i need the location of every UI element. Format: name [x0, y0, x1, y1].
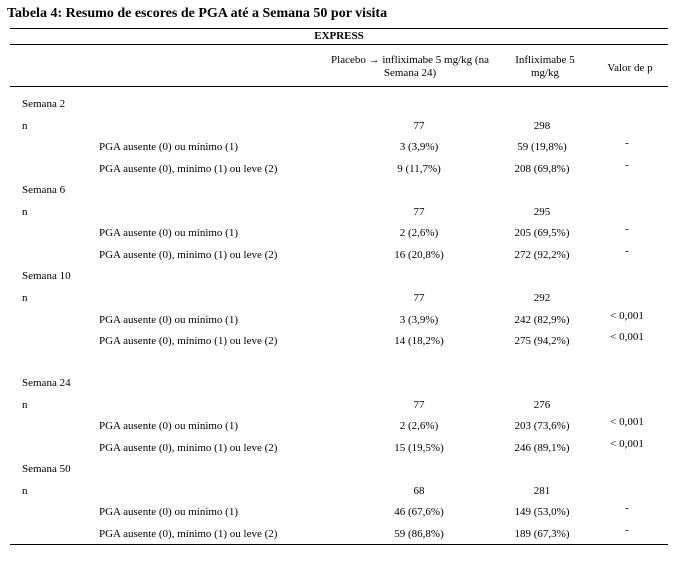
placebo-value: 16 (20,8%) — [394, 249, 444, 261]
placebo-value: 59 (86,8%) — [394, 528, 444, 540]
p-value: < 0,001 — [610, 438, 644, 450]
table-title: Tabela 4: Resumo de escores de PGA até a Semana 50 por visita — [7, 6, 388, 21]
placebo-value: 3 (3,9%) — [399, 314, 439, 326]
pvalue-column-header: Valor de p — [607, 62, 653, 74]
n-label: n — [22, 485, 28, 497]
study-header: EXPRESS — [314, 30, 364, 42]
n-label: n — [22, 292, 28, 304]
row-label: PGA ausente (0) ou mínimo (1) — [99, 420, 239, 432]
n-infliximab: 295 — [533, 206, 551, 218]
p-value: - — [625, 524, 629, 536]
placebo-column-header: Placebo → infliximabe 5 mg/kg (na Semana 24) — [331, 54, 489, 79]
n-placebo: 77 — [413, 120, 425, 132]
week-label: Semana 6 — [22, 184, 66, 196]
placebo-value: 14 (18,2%) — [394, 335, 444, 347]
row-label: PGA ausente (0) ou mínimo (1) — [99, 227, 239, 239]
study-rule — [10, 44, 668, 45]
infliximab-value: 189 (67,3%) — [514, 528, 570, 540]
week-label: Semana 50 — [22, 463, 71, 475]
bottom-rule — [10, 544, 668, 545]
row-label: PGA ausente (0), mínimo (1) ou leve (2) — [99, 249, 278, 261]
infliximab-value: 149 (53,0%) — [514, 506, 570, 518]
row-label: PGA ausente (0) ou mínimo (1) — [99, 506, 239, 518]
placebo-value: 2 (2,6%) — [399, 420, 439, 432]
row-label: PGA ausente (0) ou mínimo (1) — [99, 314, 239, 326]
infliximab-value: 205 (69,5%) — [514, 227, 570, 239]
p-value: < 0,001 — [610, 416, 644, 428]
p-value: < 0,001 — [610, 331, 644, 343]
week-label: Semana 2 — [22, 98, 66, 110]
n-label: n — [22, 206, 28, 218]
p-value: < 0,001 — [610, 310, 644, 322]
p-value: - — [625, 137, 629, 149]
week-label: Semana 10 — [22, 270, 71, 282]
infliximab-value: 59 (19,8%) — [517, 141, 567, 153]
placebo-value: 2 (2,6%) — [399, 227, 439, 239]
n-infliximab: 276 — [533, 399, 551, 411]
p-value: - — [625, 159, 629, 171]
infliximab-value: 203 (73,6%) — [514, 420, 570, 432]
n-label: n — [22, 120, 28, 132]
n-placebo: 77 — [413, 292, 425, 304]
row-label: PGA ausente (0), mínimo (1) ou leve (2) — [99, 163, 278, 175]
infliximab-value: 275 (94,2%) — [514, 335, 570, 347]
infliximab-value: 272 (92,2%) — [514, 249, 570, 261]
p-value: - — [625, 502, 629, 514]
infliximab-value: 208 (69,8%) — [514, 163, 570, 175]
placebo-value: 46 (67,6%) — [394, 506, 444, 518]
n-infliximab: 292 — [533, 292, 551, 304]
n-infliximab: 298 — [533, 120, 551, 132]
n-placebo: 77 — [413, 206, 425, 218]
n-label: n — [22, 399, 28, 411]
row-label: PGA ausente (0), mínimo (1) ou leve (2) — [99, 442, 278, 454]
header-rule — [10, 86, 668, 87]
infliximab-value: 246 (89,1%) — [514, 442, 570, 454]
row-label: PGA ausente (0) ou mínimo (1) — [99, 141, 239, 153]
row-label: PGA ausente (0), mínimo (1) ou leve (2) — [99, 335, 278, 347]
n-infliximab: 281 — [533, 485, 551, 497]
p-value: - — [625, 245, 629, 257]
placebo-value: 9 (11,7%) — [397, 163, 441, 175]
top-rule — [10, 28, 668, 29]
n-placebo: 68 — [413, 485, 425, 497]
row-label: PGA ausente (0), mínimo (1) ou leve (2) — [99, 528, 278, 540]
n-placebo: 77 — [413, 399, 425, 411]
infliximab-column-header: Infliximabe 5 mg/kg — [515, 54, 575, 79]
infliximab-value: 242 (82,9%) — [514, 314, 570, 326]
placebo-value: 3 (3,9%) — [399, 141, 439, 153]
week-label: Semana 24 — [22, 377, 71, 389]
placebo-value: 15 (19,5%) — [394, 442, 444, 454]
p-value: - — [625, 223, 629, 235]
